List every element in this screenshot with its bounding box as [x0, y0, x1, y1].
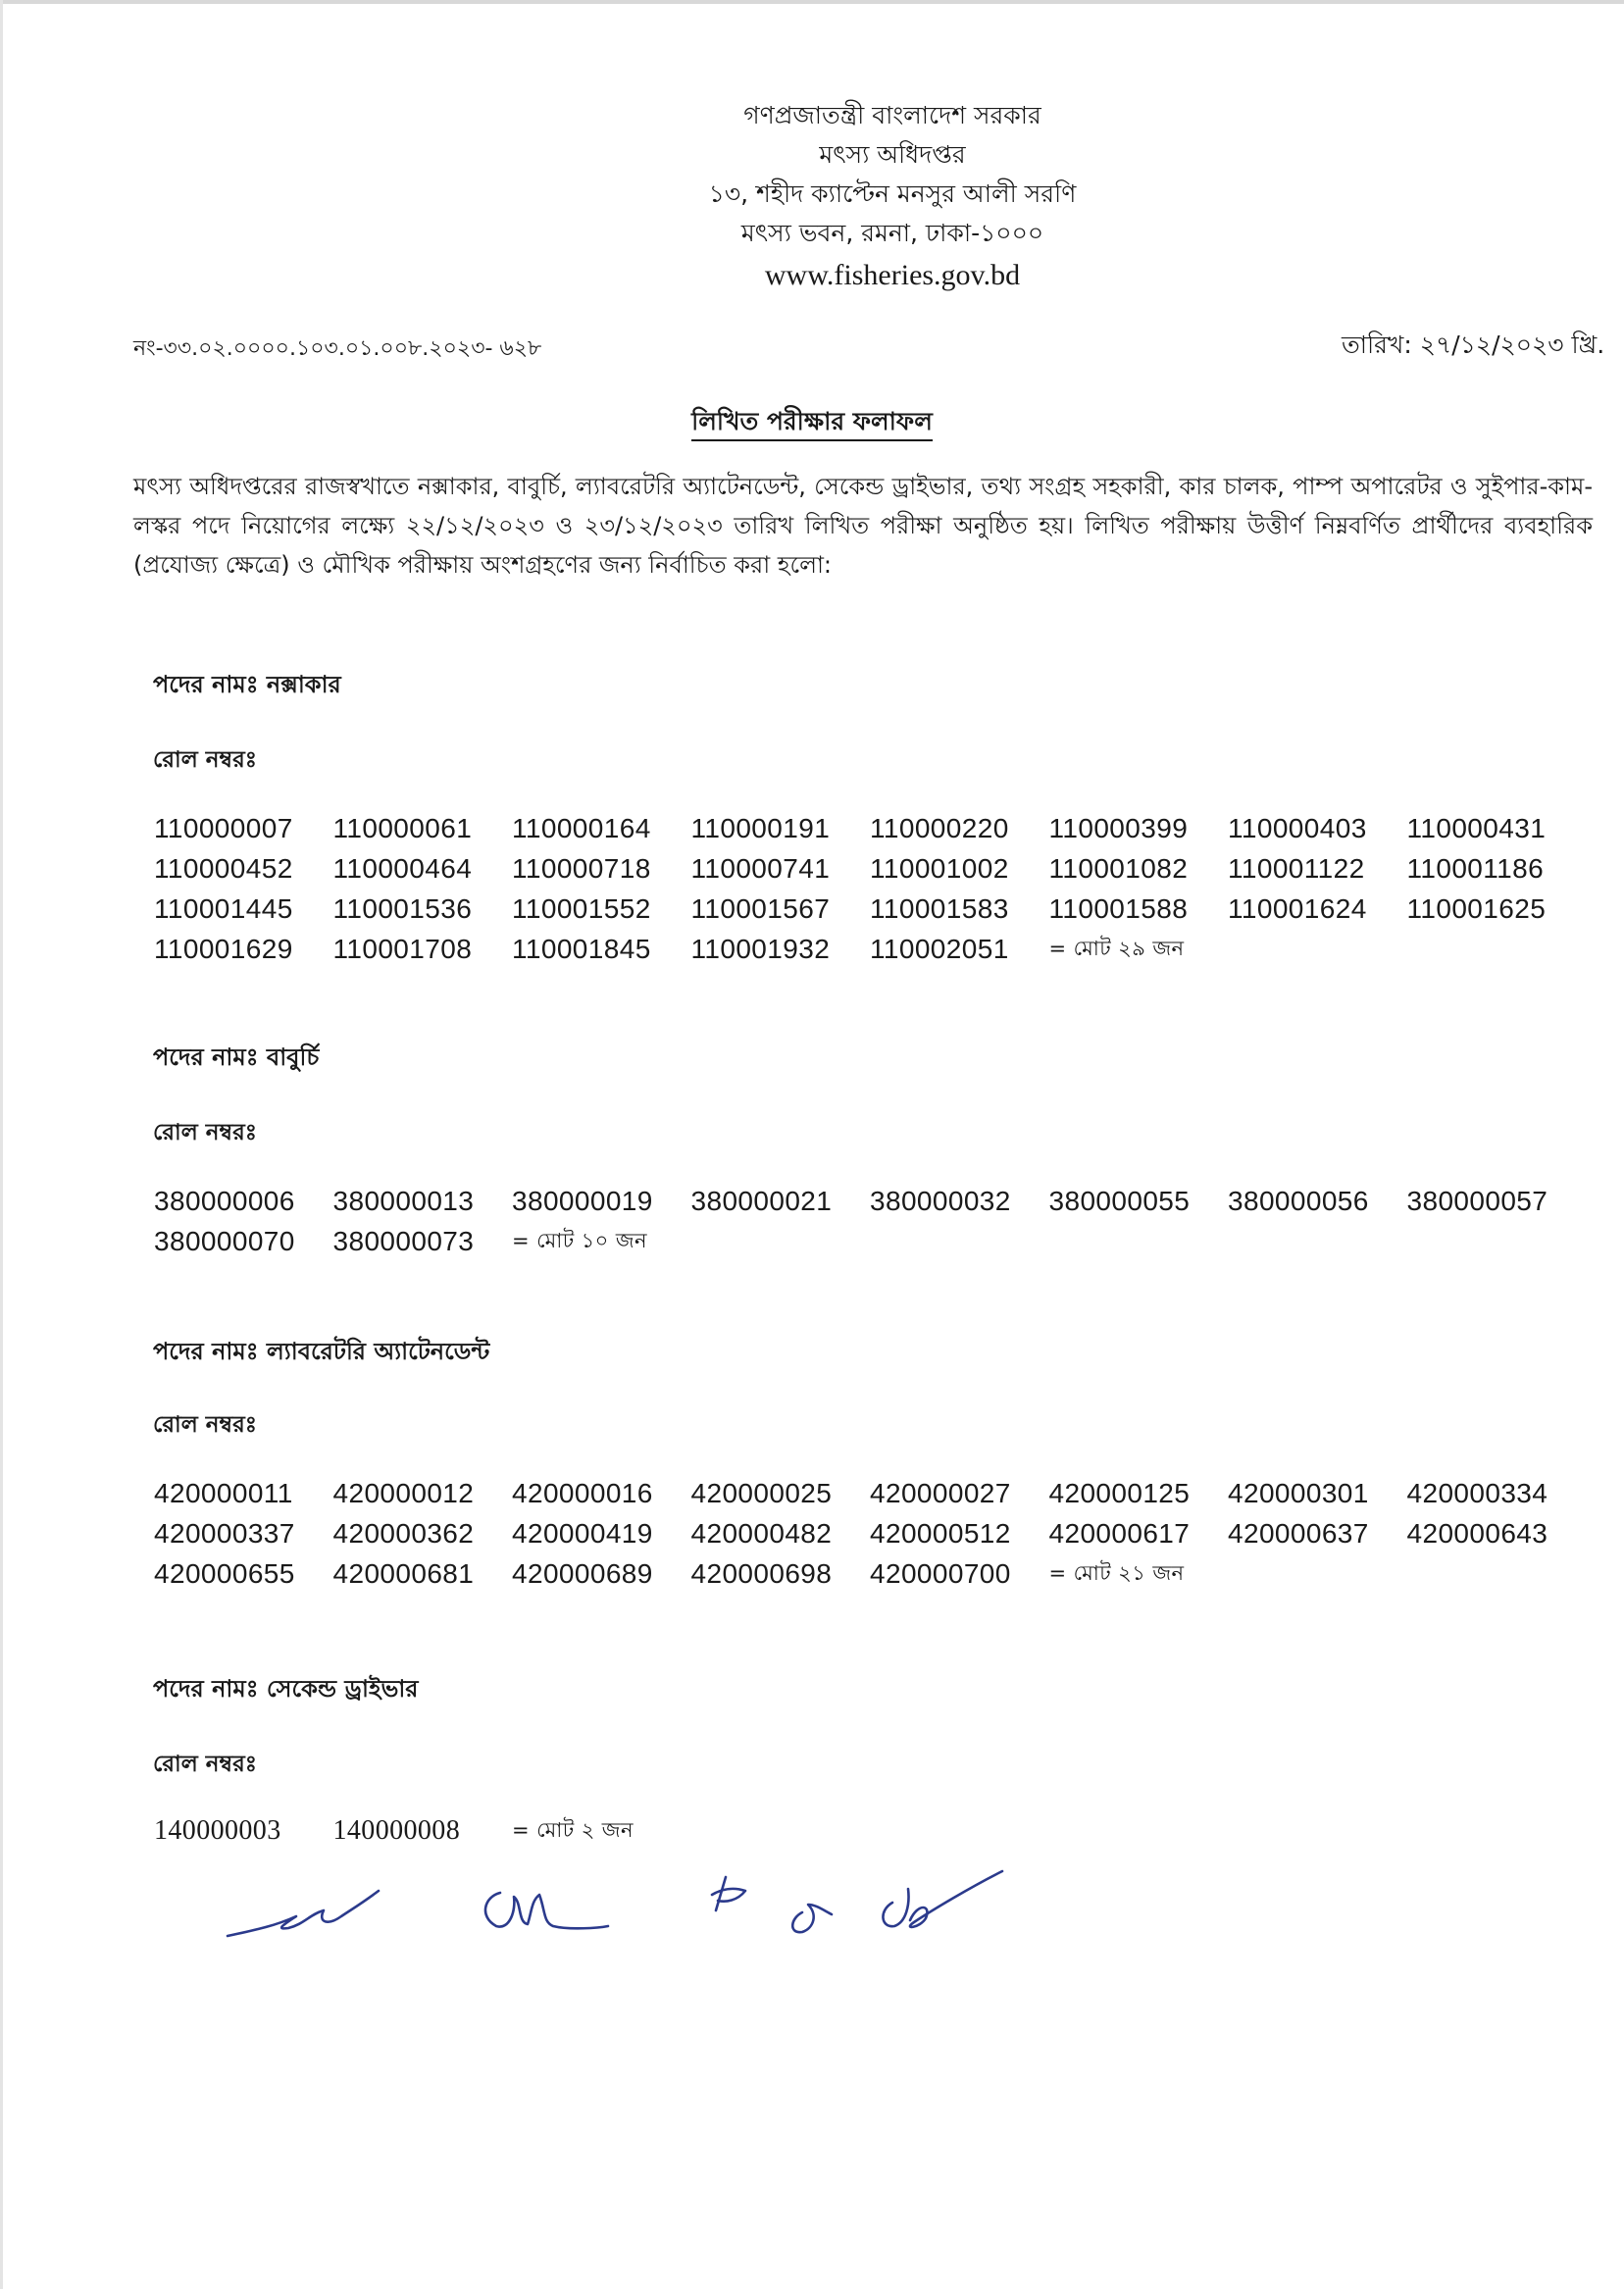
roll-number: 110001583	[870, 893, 1009, 924]
roll-number: 380000055	[1048, 1186, 1191, 1216]
roll-number: 380000070	[154, 1226, 295, 1256]
roll-grid-cook	[154, 1181, 1586, 1261]
letterhead-website: www.fisheries.gov.bd	[764, 259, 1021, 291]
memo-number: নং-৩৩.০২.০০০০.১০৩.০১.০০৮.২০২৩- ৬২৮	[133, 336, 542, 361]
committee-signatures	[216, 1832, 1020, 1969]
roll-number: 420000125	[1048, 1478, 1191, 1508]
roll-number: 110000061	[332, 813, 473, 843]
intro-paragraph: মৎস্য অধিদপ্তরের রাজস্বখাতে নক্সাকার, বাবুর্চি, ল্যাবরেটরি অ্যাটেনডেন্ট, সেকেন্ড ড্রাইভার, তথ্য সংগ্রহ সহকারী, কার চালক, পাম্প অপারেটর ও সুইপার-কাম-লস্কর পদে নিয়োগের লক্ষ্যে ২২/১২/২০২৩ ও ২৩/১২/২০২৩ তারিখ লিখিত পরীক্ষা অনুষ্ঠিত হয়। লিখিত পরীক্ষায় উত্তীর্ণ নিম্নবর্ণিত প্রার্থীদের ব্যবহারিক (প্রযোজ্য ক্ষেত্রে) ও মৌখিক পরীক্ষায় অংশগ্রহণের জন্য নির্বাচিত করা হলো:	[133, 473, 1593, 579]
roll-number: 110002051	[870, 934, 1009, 964]
section-total: = মোট ১০ জন	[512, 1229, 647, 1252]
roll-number: 110000452	[154, 853, 293, 884]
roll-number: 110001186	[1406, 853, 1545, 884]
roll-grid-lab-attendant	[154, 1473, 1586, 1594]
letterhead-address: ১৩, শহীদ ক্যাপ্টেন মনসুর আলী সরণি	[708, 179, 1077, 208]
roll-number: 420000643	[1406, 1518, 1548, 1549]
letterhead-location: মৎস্য ভবন, রমনা, ঢাকা-১০০০	[740, 219, 1044, 247]
post-name-second-driver: পদের নামঃ সেকেন্ড ড্রাইভার	[153, 1675, 419, 1703]
roll-number: 420000689	[512, 1558, 653, 1589]
signature-4	[792, 1905, 832, 1932]
roll-number: 420000337	[154, 1518, 295, 1549]
roll-number: 110001845	[512, 934, 651, 964]
roll-label-second-driver: রোল নম্বরঃ	[153, 1752, 257, 1777]
roll-number: 420000027	[870, 1478, 1011, 1508]
scan-edge-left	[0, 0, 3, 2289]
signature-1	[228, 1891, 379, 1936]
roll-number: 140000003	[154, 1815, 281, 1846]
roll-number: 420000482	[690, 1518, 833, 1549]
signature-3	[712, 1877, 745, 1910]
roll-number: 420000637	[1228, 1518, 1369, 1549]
roll-number: 110000431	[1406, 813, 1547, 843]
roll-number: 420000681	[332, 1558, 475, 1589]
roll-number: 110001588	[1048, 893, 1189, 924]
roll-number: 420000012	[332, 1478, 475, 1508]
roll-number: 420000016	[512, 1478, 653, 1508]
roll-number: 380000006	[154, 1186, 295, 1216]
letterhead-government: গণপ্রজাতন্ত্রী বাংলাদেশ সরকার	[743, 101, 1041, 129]
roll-number: 380000021	[690, 1186, 833, 1216]
memo-date: তারিখ: ২৭/১২/২০২৩ খ্রি.	[1342, 331, 1605, 359]
roll-number: 110000191	[690, 813, 831, 843]
roll-number: 110001708	[332, 934, 473, 964]
roll-number: 110001122	[1228, 853, 1365, 884]
roll-number: 110001445	[154, 893, 293, 924]
roll-number: 380000013	[332, 1186, 475, 1216]
roll-number: 110001536	[332, 893, 473, 924]
post-name-lab-attendant: পদের নামঃ ল্যাবরেটরি অ্যাটেনডেন্ট	[153, 1338, 490, 1365]
roll-number: 420000698	[690, 1558, 833, 1589]
roll-number: 420000334	[1406, 1478, 1548, 1508]
roll-number: 110000220	[870, 813, 1009, 843]
roll-number: 110000403	[1228, 813, 1367, 843]
roll-number: 110000718	[512, 853, 651, 884]
roll-number: 420000512	[870, 1518, 1011, 1549]
roll-label-draftsman: রোল নম্বরঃ	[153, 747, 257, 773]
post-name-cook: পদের নামঃ বাবুর্চি	[153, 1043, 320, 1071]
roll-number: 380000032	[870, 1186, 1011, 1216]
roll-number: 420000617	[1048, 1518, 1191, 1549]
letterhead-department: মৎস্য অধিদপ্তর	[819, 140, 966, 169]
document-title: লিখিত পরীক্ষার ফলাফল	[691, 407, 933, 441]
document-title-wrap	[0, 402, 1624, 444]
roll-number: 380000019	[512, 1186, 653, 1216]
roll-number: 420000362	[332, 1518, 475, 1549]
roll-number: 420000025	[690, 1478, 833, 1508]
roll-number: 110001625	[1406, 893, 1547, 924]
roll-number: 420000419	[512, 1518, 653, 1549]
roll-number: 110001629	[154, 934, 293, 964]
signature-5	[883, 1871, 1002, 1927]
roll-number: 140000008	[332, 1815, 461, 1846]
letterhead	[549, 96, 1236, 298]
section-total: = মোট ২১ জন	[1048, 1561, 1185, 1585]
roll-number: 420000700	[870, 1558, 1011, 1589]
roll-number: 110000164	[512, 813, 651, 843]
roll-number: 380000056	[1228, 1186, 1369, 1216]
roll-number: 110000464	[332, 853, 473, 884]
section-total: = মোট ২৯ জন	[1048, 937, 1185, 960]
roll-number: 110000399	[1048, 813, 1189, 843]
signature-2	[485, 1893, 608, 1928]
section-total: = মোট ২ জন	[512, 1818, 634, 1842]
roll-number: 110001082	[1048, 853, 1189, 884]
roll-grid-draftsman	[154, 808, 1586, 969]
roll-number: 380000073	[332, 1226, 475, 1256]
roll-number: 110001932	[690, 934, 831, 964]
roll-number: 110001624	[1228, 893, 1367, 924]
post-name-draftsman: পদের নামঃ নক্সাকার	[153, 671, 341, 698]
roll-number: 420000011	[154, 1478, 293, 1508]
scan-edge-top	[0, 0, 1624, 4]
roll-label-cook: রোল নম্বরঃ	[153, 1120, 257, 1145]
roll-number: 110000007	[154, 813, 293, 843]
roll-number: 110001002	[870, 853, 1009, 884]
roll-number: 110001552	[512, 893, 651, 924]
roll-number: 110000741	[690, 853, 831, 884]
roll-number: 420000655	[154, 1558, 295, 1589]
roll-number: 380000057	[1406, 1186, 1548, 1216]
roll-label-lab-attendant: রোল নম্বরঃ	[153, 1412, 257, 1438]
roll-number: 420000301	[1228, 1478, 1369, 1508]
roll-number: 110001567	[690, 893, 831, 924]
